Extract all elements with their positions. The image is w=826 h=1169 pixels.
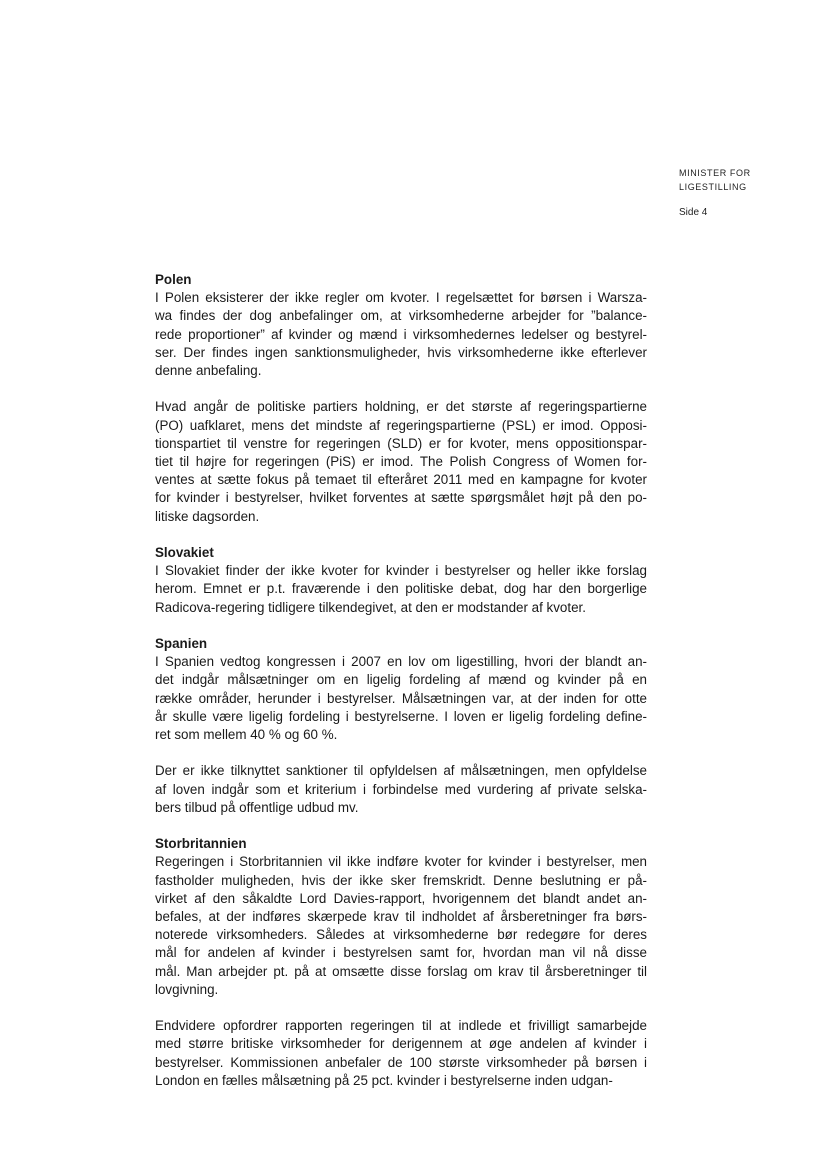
section — [155, 1017, 647, 1090]
document-body — [155, 271, 647, 1108]
paragraph — [155, 398, 647, 525]
text-line: wa findes der dog anbefalinger om, at virksomhederne arbejder for ”balance- — [155, 308, 647, 324]
text-line: lovgivning. — [155, 981, 219, 997]
text-line: litiske dagsorden. — [155, 508, 260, 524]
text-line: I Slovakiet finder der ikke kvoter for kvinder i bestyrelser og heller ikke forslag — [155, 563, 647, 579]
text-line: tionspartiet til venstre for regeringen (SLD) er for kvoter, mens oppositionspar- — [155, 435, 647, 451]
text-line: år skulle være ligelig fordeling i bestyrelserne. I loven er ligelig fordeling define- — [155, 708, 647, 724]
section — [155, 635, 647, 744]
section-heading: Storbritannien — [155, 836, 247, 852]
text-line: Endvidere opfordrer rapporten regeringen til at indlede et frivilligt samarbejde — [155, 1018, 647, 1034]
text-line: ventes at sætte fokus på temaet til efteråret 2011 med en kampagne for kvoter — [155, 472, 647, 488]
text-line: herom. Emnet er p.t. fraværende i den politiske debat, dog har den borgerlige — [155, 581, 647, 597]
text-line: noterede virksomheders. Således at virksomhederne bør redegøre for deres — [155, 927, 647, 943]
section-heading: Spanien — [155, 636, 208, 652]
text-line: Hvad angår de politiske partiers holdning, er det største af regeringspartierne — [155, 399, 647, 415]
text-line: Radicova-regering tidligere tilkendegivet, at den er modstander af kvoter. — [155, 599, 586, 615]
text-line: denne anbefaling. — [155, 363, 262, 379]
text-line: række områder, herunder i bestyrelser. Målsætningen var, at der inden for otte — [155, 690, 647, 706]
text-line: det indgår målsætninger om en ligelig fordeling af mænd og kvinder på en — [155, 672, 647, 688]
page-number: Side 4 — [679, 207, 708, 218]
text-line: af loven indgår som et kriterium i forbindelse med vurdering af private selska- — [155, 781, 647, 797]
text-line: (PO) uafklaret, mens det mindste af regeringspartierne (PSL) er imod. Opposi- — [155, 417, 647, 433]
text-line: London en fælles målsætning på 25 pct. kvinder i bestyrelserne inden udgan- — [155, 1072, 613, 1088]
text-line: virket af den såkaldte Lord Davies-rapport, hvorigennem det blandt andet an- — [155, 890, 647, 906]
text-line: befales, at der indføres skærpede krav til indholdet af årsberetninger fra børs- — [155, 909, 647, 925]
section-heading: Polen — [155, 272, 192, 287]
section — [155, 544, 647, 617]
text-line: rede proportioner” af kvinder og mænd i virksomhedernes ledelser og bestyrel- — [155, 326, 647, 342]
section — [155, 835, 647, 999]
section — [155, 398, 647, 525]
text-line: ser. Der findes ingen sanktionsmuligheder, hvis virksomhederne ikke efterlever — [155, 344, 647, 360]
paragraph — [155, 762, 647, 817]
text-line: I Spanien vedtog kongressen i 2007 en lov om ligestilling, hvori der blandt an- — [155, 654, 647, 670]
text-line: bestyrelser. Kommissionen anbefaler de 100 største virksomheder på børsen i — [155, 1054, 647, 1070]
section — [155, 762, 647, 817]
text-line: I Polen eksisterer der ikke regler om kvoter. I regelsættet for børsen i Warsza- — [155, 290, 647, 306]
text-line: ret som mellem 40 % og 60 %. — [155, 727, 338, 743]
paragraph — [155, 1017, 647, 1090]
text-line: med større britiske virksomheder for derigennem at øge andelen af kvinder i — [155, 1036, 647, 1052]
sidebar-header — [679, 166, 799, 220]
text-line: Regeringen i Storbritannien vil ikke indføre kvoter for kvinder i bestyrelser, men — [155, 854, 647, 870]
text-line: bers tilbud på offentlige udbud mv. — [155, 799, 359, 815]
section — [155, 271, 647, 380]
ministry-name-line-1: MINISTER FOR — [679, 168, 751, 178]
paragraph — [155, 653, 647, 744]
paragraph — [155, 289, 647, 380]
ministry-name-line-2: LIGESTILLING — [679, 182, 747, 192]
text-line: fastholder muligheden, hvis der ikke sker fremskridt. Denne beslutning er på- — [155, 872, 647, 888]
text-line: mål. Man arbejder pt. på at omsætte disse forslag om krav til årsberetninger til — [155, 963, 647, 979]
text-line: for kvinder i bestyrelser, hvilket forventes at sætte spørgsmålet højt på den po- — [155, 490, 647, 506]
text-line: tiet til højre for regeringen (PiS) er imod. The Polish Congress of Women for- — [155, 454, 647, 470]
paragraph — [155, 853, 647, 999]
text-line: mål for andelen af kvinder i bestyrelsen samt for, hvordan man vil nå disse — [155, 945, 647, 961]
text-line: Der er ikke tilknyttet sanktioner til opfyldelsen af målsætningen, men opfyldelse — [155, 763, 647, 779]
paragraph — [155, 562, 647, 617]
section-heading: Slovakiet — [155, 545, 214, 561]
